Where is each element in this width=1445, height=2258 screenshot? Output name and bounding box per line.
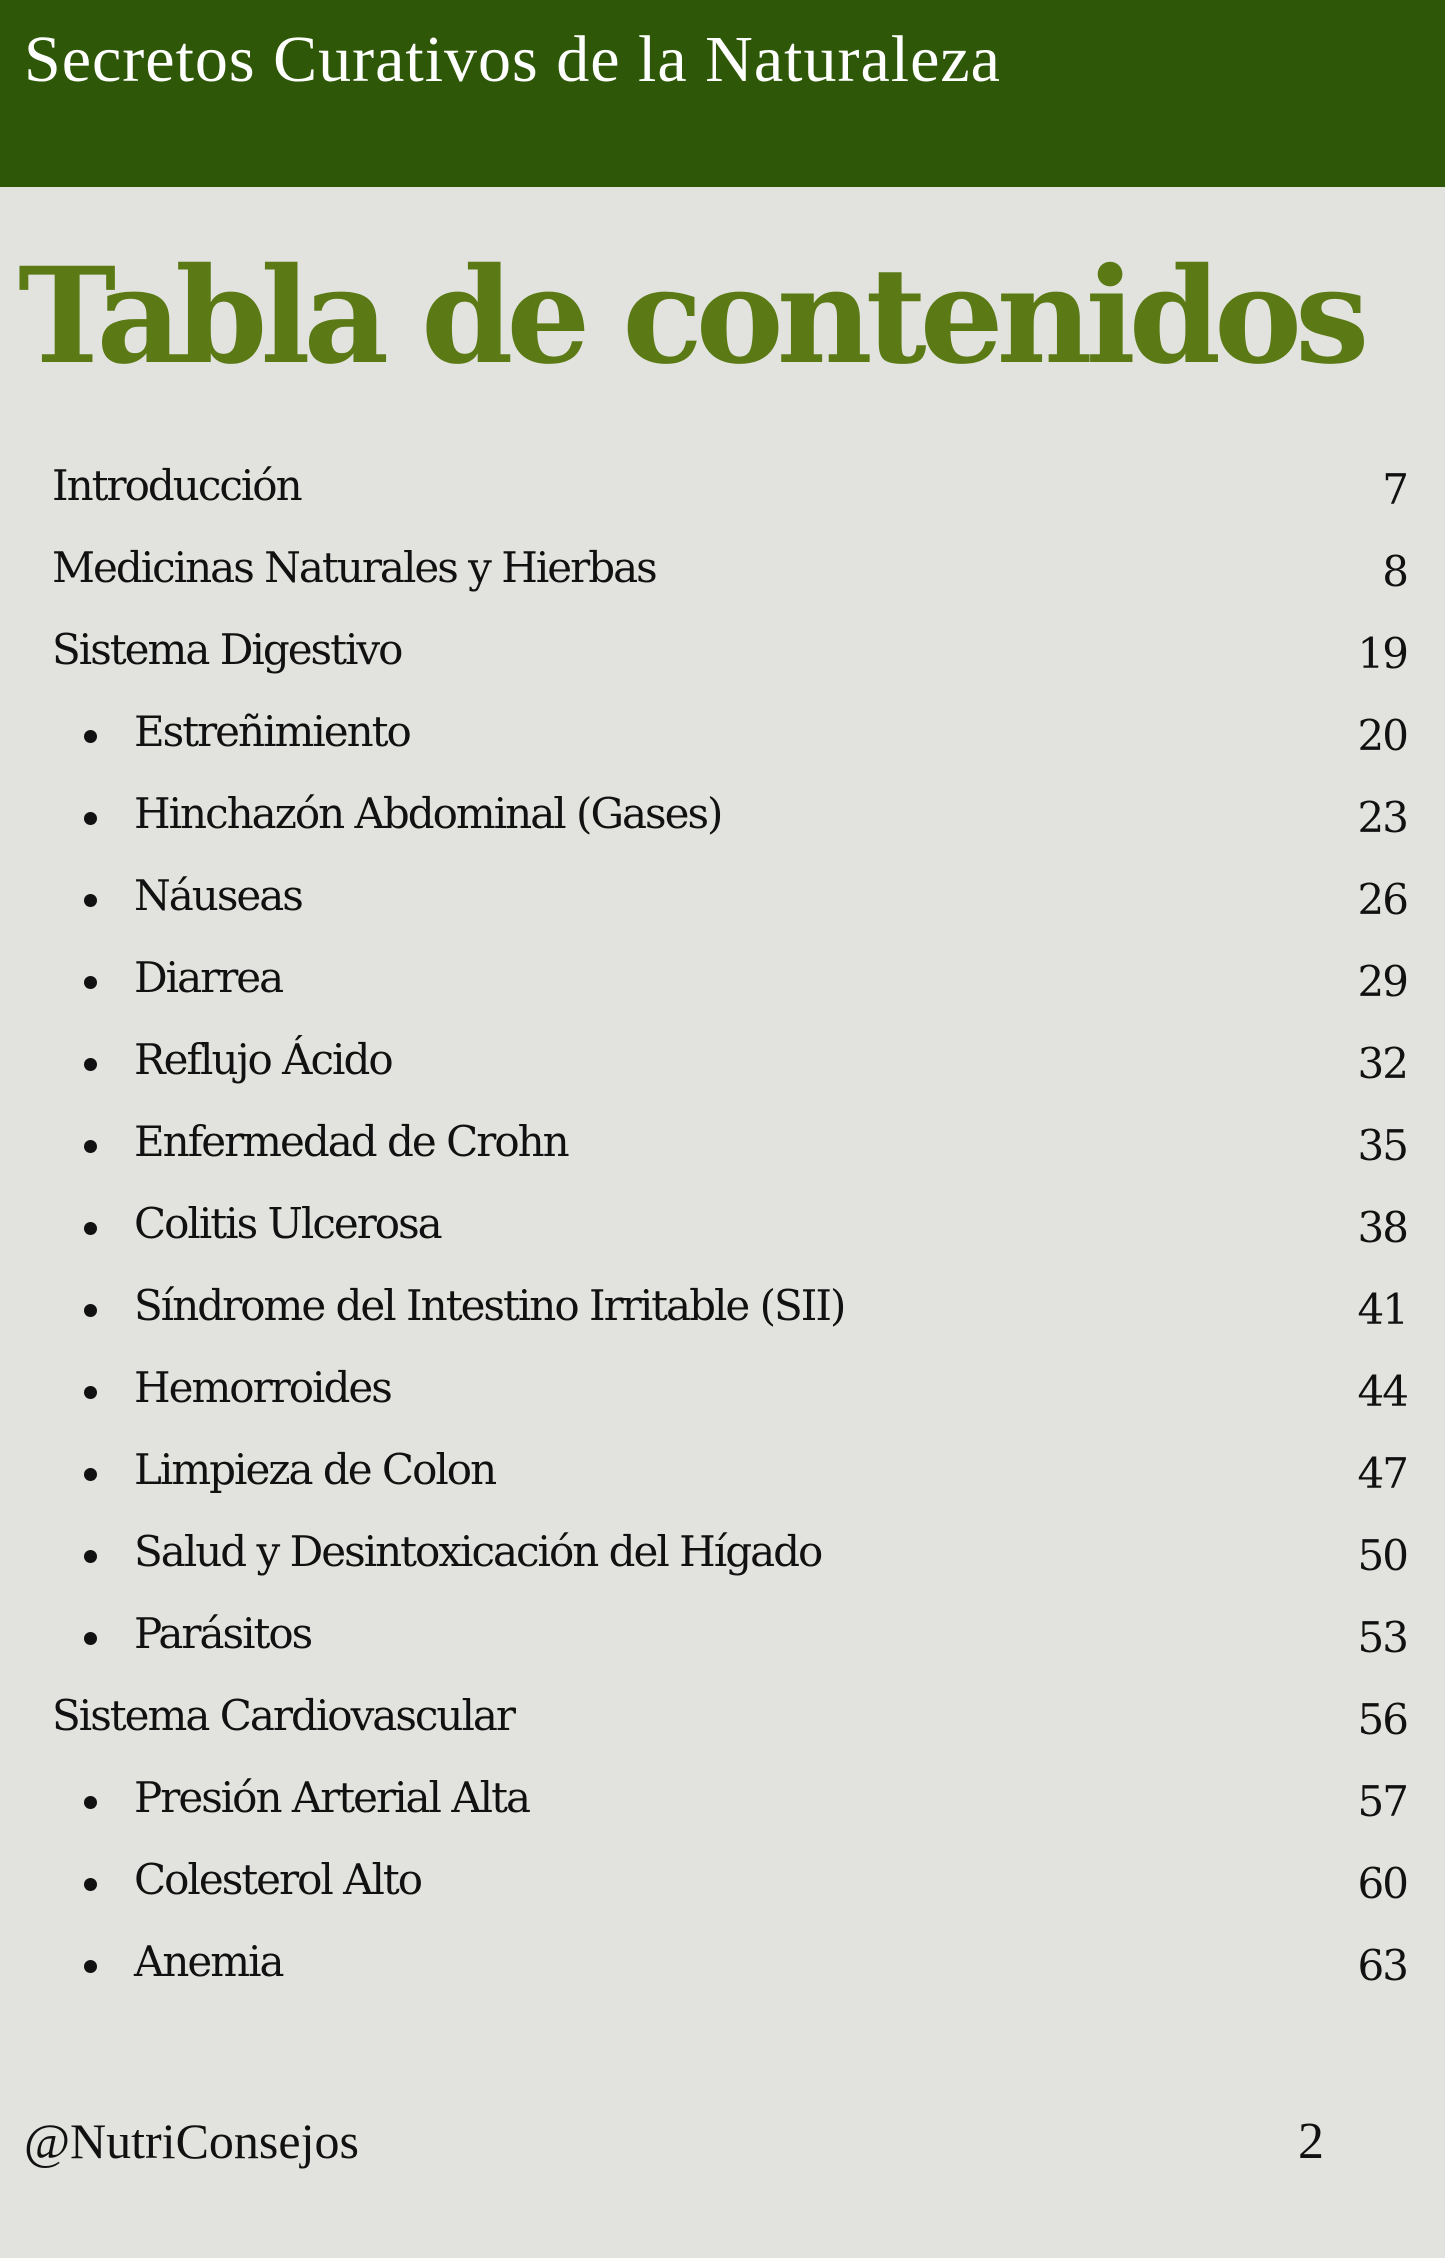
toc-subsection-entry[interactable] [0,785,1445,867]
bullet-icon [84,812,97,825]
toc-entry-label: Anemia [134,1937,283,1986]
bullet-icon [84,1222,97,1235]
toc-section-entry[interactable] [0,457,1445,539]
toc-entry-label: Medicinas Naturales y Hierbas [52,543,656,592]
toc-subsection-entry[interactable] [0,1441,1445,1523]
toc-subsection-entry[interactable] [0,1523,1445,1605]
bullet-icon [84,1304,97,1317]
bullet-icon [84,730,97,743]
toc-subsection-entry[interactable] [0,949,1445,1031]
toc-subsection-entry[interactable] [0,1031,1445,1113]
bullet-icon [84,1796,97,1809]
toc-entry-label: Sistema Cardiovascular [52,1691,515,1740]
toc-entry-label: Parásitos [134,1609,312,1658]
bullet-icon [84,1960,97,1973]
toc-subsection-entry[interactable] [0,1113,1445,1195]
toc-subsection-entry[interactable] [0,1277,1445,1359]
toc-entry-label: Enfermedad de Crohn [134,1117,568,1166]
toc-entry-label: Colitis Ulcerosa [134,1199,441,1248]
toc-entry-label: Sistema Digestivo [52,625,402,674]
toc-section-entry[interactable] [0,621,1445,703]
toc-entry-label: Limpieza de Colon [134,1445,496,1494]
header-title: Secretos Curativos de la Naturaleza [24,23,1001,96]
bullet-icon [84,1550,97,1563]
toc-entry-label: Introducción [52,461,301,510]
toc-entry-page: 26 [1357,875,1407,924]
toc-subsection-entry[interactable] [0,1851,1445,1933]
toc-subsection-entry[interactable] [0,1933,1445,2015]
page-title: Tabla de contenidos [18,239,1363,394]
toc-entry-page: 53 [1357,1613,1407,1662]
toc-entry-page: 47 [1357,1449,1407,1498]
bullet-icon [84,1632,97,1645]
toc-entry-page: 7 [1382,465,1407,514]
bullet-icon [84,1140,97,1153]
toc-entry-page: 63 [1357,1941,1407,1990]
toc-subsection-entry[interactable] [0,703,1445,785]
toc-entry-page: 60 [1357,1859,1407,1908]
toc-entry-page: 20 [1357,711,1407,760]
toc-entry-label: Colesterol Alto [134,1855,422,1904]
table-of-contents [0,457,1445,2015]
bullet-icon [84,976,97,989]
bullet-icon [84,1058,97,1071]
header-bar [0,0,1445,187]
toc-entry-label: Hinchazón Abdominal (Gases) [134,789,722,838]
toc-entry-page: 50 [1357,1531,1407,1580]
footer-handle: @NutriConsejos [24,2113,359,2169]
toc-section-entry[interactable] [0,1687,1445,1769]
toc-subsection-entry[interactable] [0,1359,1445,1441]
bullet-icon [84,1878,97,1891]
toc-entry-label: Reflujo Ácido [134,1035,392,1084]
toc-entry-page: 35 [1357,1121,1407,1170]
toc-entry-page: 29 [1357,957,1407,1006]
toc-section-entry[interactable] [0,539,1445,621]
footer-page-number: 2 [1298,2113,1324,2170]
bullet-icon [84,894,97,907]
toc-entry-label: Síndrome del Intestino Irritable (SII) [134,1281,845,1330]
toc-subsection-entry[interactable] [0,1195,1445,1277]
toc-entry-page: 41 [1357,1285,1407,1334]
toc-entry-page: 23 [1357,793,1407,842]
toc-subsection-entry[interactable] [0,1769,1445,1851]
toc-subsection-entry[interactable] [0,1605,1445,1687]
toc-entry-label: Hemorroides [134,1363,391,1412]
toc-entry-label: Náuseas [134,871,302,920]
toc-entry-page: 32 [1357,1039,1407,1088]
toc-entry-label: Diarrea [134,953,283,1002]
bullet-icon [84,1468,97,1481]
toc-entry-page: 57 [1357,1777,1407,1826]
toc-entry-page: 8 [1382,547,1407,596]
toc-entry-page: 44 [1357,1367,1407,1416]
toc-entry-label: Salud y Desintoxicación del Hígado [134,1527,822,1576]
toc-entry-page: 38 [1357,1203,1407,1252]
bullet-icon [84,1386,97,1399]
toc-entry-label: Estreñimiento [134,707,410,756]
toc-subsection-entry[interactable] [0,867,1445,949]
toc-entry-page: 19 [1357,629,1407,678]
toc-entry-page: 56 [1357,1695,1407,1744]
toc-entry-label: Presión Arterial Alta [134,1773,530,1822]
